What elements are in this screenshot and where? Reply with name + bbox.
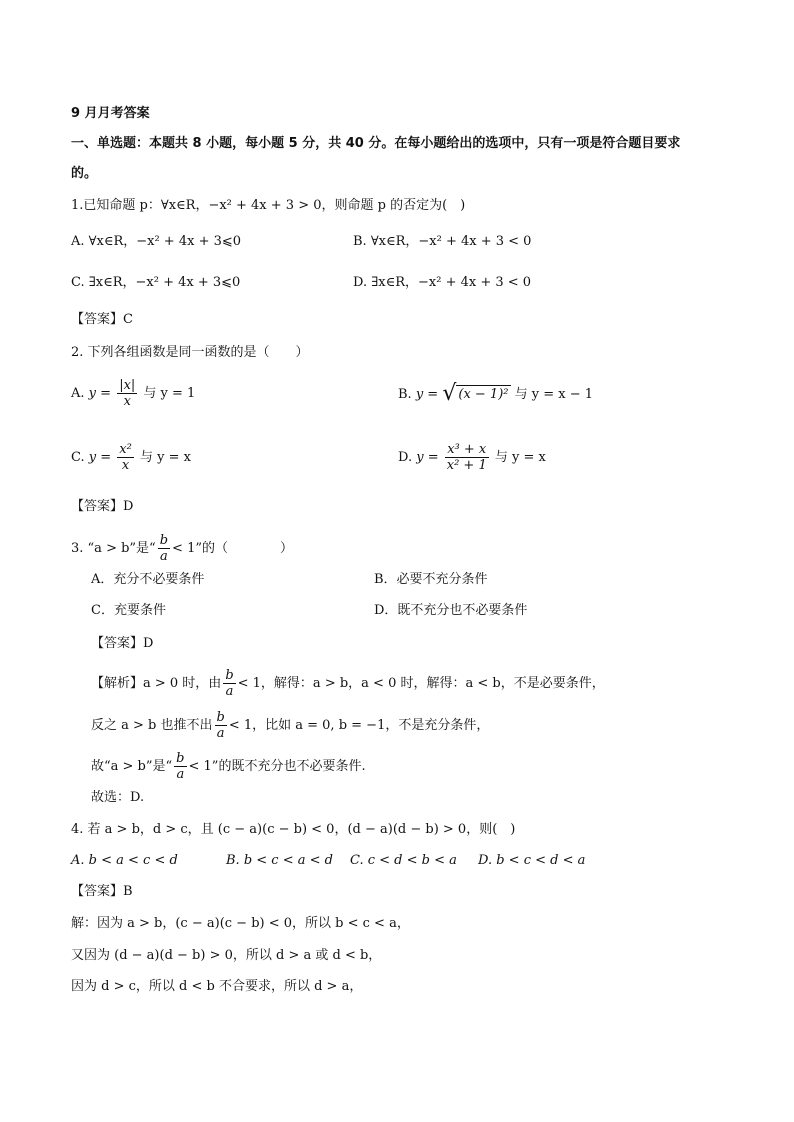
radicand: (x − 1)²: [458, 386, 509, 402]
rest: 与 y = x: [139, 450, 191, 465]
square-root: [442, 381, 510, 406]
option-label: C.: [71, 450, 85, 465]
q4-option-c: C. c < d < b < a: [350, 853, 457, 868]
stem-prefix: 3. “a > b”是“: [71, 541, 156, 556]
q1-option-b: B. ∀x∈R，−x² + 4x + 3 < 0: [353, 234, 532, 249]
numerator: b: [225, 668, 234, 683]
q1-stem: 1.已知命题 p：∀x∈R，−x² + 4x + 3 > 0，则命题 p 的否定为( ): [71, 198, 466, 213]
lhs: y =: [88, 386, 112, 401]
q4-solution-line3: 因为 d > c，所以 d < b 不合要求，所以 d > a，: [71, 979, 363, 994]
text: 反之 a > b 也推不出: [91, 718, 213, 733]
q3-option-a: A．充分不必要条件: [91, 572, 205, 587]
q4-option-b: B. b < c < a < d: [226, 853, 333, 868]
text: 【解析】a > 0 时，由: [91, 676, 222, 691]
lhs: y =: [415, 386, 439, 402]
section-heading-line2: 的。: [71, 166, 98, 181]
denominator: a: [176, 767, 185, 782]
fraction: [117, 442, 134, 473]
page-title: 9 月月考答案: [71, 106, 150, 121]
fraction: [215, 710, 227, 741]
q3-answer: 【答案】D: [91, 636, 154, 651]
text: < 1，解得：a > b，a < 0 时，解得：a < b，不是必要条件，: [237, 676, 605, 691]
option-label: D.: [398, 450, 413, 465]
text: < 1”的既不充分也不必要条件.: [188, 759, 366, 774]
q2-option-c: [71, 442, 191, 473]
q2-option-b: [398, 381, 594, 406]
lhs: y =: [88, 450, 112, 465]
q3-stem: [71, 533, 293, 564]
q1-answer: 【答案】C: [71, 312, 133, 327]
option-label: A.: [71, 386, 85, 401]
denominator: a: [160, 549, 168, 564]
q1-option-d: D. ∃x∈R，−x² + 4x + 3 < 0: [353, 275, 532, 290]
numerator: b: [159, 533, 169, 548]
q2-answer: 【答案】D: [71, 499, 134, 514]
q3-explanation-line3: [91, 751, 366, 782]
q3-option-b: B．必要不充分条件: [374, 572, 488, 587]
q2-option-d: [398, 442, 546, 473]
numerator: x²: [119, 442, 132, 457]
q4-stem: 4. 若 a > b，d > c，且 (c − a)(c − b) < 0，(d − a)(d − b) > 0，则( ): [71, 822, 516, 837]
section-heading-line1: 一、单选题：本题共 8 小题，每小题 5 分，共 40 分。在每小题给出的选项中，只有一项是符合题目要求: [71, 136, 681, 151]
numerator: |x|: [119, 378, 136, 393]
q1-option-c: C. ∃x∈R，−x² + 4x + 3⩽0: [71, 275, 241, 290]
text: 故“a > b”是“: [91, 759, 173, 774]
numerator: b: [216, 710, 225, 725]
q1-option-a: A. ∀x∈R，−x² + 4x + 3⩽0: [71, 234, 242, 249]
rest: 与 y = x: [494, 450, 546, 465]
q4-solution-line2: 又因为 (d − a)(d − b) > 0，所以 d > a 或 d < b，: [71, 948, 382, 963]
numerator: x³ + x: [445, 442, 489, 458]
option-label: B.: [398, 386, 412, 402]
fraction: [174, 751, 186, 782]
fraction: [117, 378, 137, 409]
q3-option-c: C．充要条件: [91, 603, 166, 618]
denominator: x: [123, 394, 131, 409]
q2-option-a: [71, 378, 195, 409]
q3-choice: 故选：D.: [91, 790, 145, 805]
fraction: [158, 533, 170, 564]
radical-icon: √: [442, 381, 457, 406]
q4-option-a: A. b < a < c < d: [71, 853, 178, 868]
denominator: a: [225, 684, 234, 699]
numerator: b: [176, 751, 185, 766]
denominator: a: [216, 726, 225, 741]
q4-option-d: D. b < c < d < a: [478, 853, 586, 868]
rest: 与 y = x − 1: [514, 386, 594, 402]
fraction: [445, 442, 489, 473]
q4-answer: 【答案】B: [71, 884, 133, 899]
q3-option-d: D．既不充分也不必要条件: [374, 603, 528, 618]
denominator: x² + 1: [446, 458, 487, 473]
q3-explanation-line2: [91, 710, 489, 741]
q4-solution-line1: 解：因为 a > b，(c − a)(c − b) < 0，所以 b < c < a，: [71, 916, 410, 931]
fraction: [223, 668, 235, 699]
stem-suffix: < 1”的（ ）: [172, 541, 293, 556]
q3-explanation-line1: [91, 668, 605, 699]
text: < 1，比如 a = 0, b = −1，不是充分条件，: [228, 718, 490, 733]
q2-stem: 2. 下列各组函数是同一函数的是（ ）: [71, 345, 309, 360]
rest: 与 y = 1: [143, 386, 196, 401]
denominator: x: [121, 458, 130, 473]
lhs: y =: [416, 450, 439, 465]
